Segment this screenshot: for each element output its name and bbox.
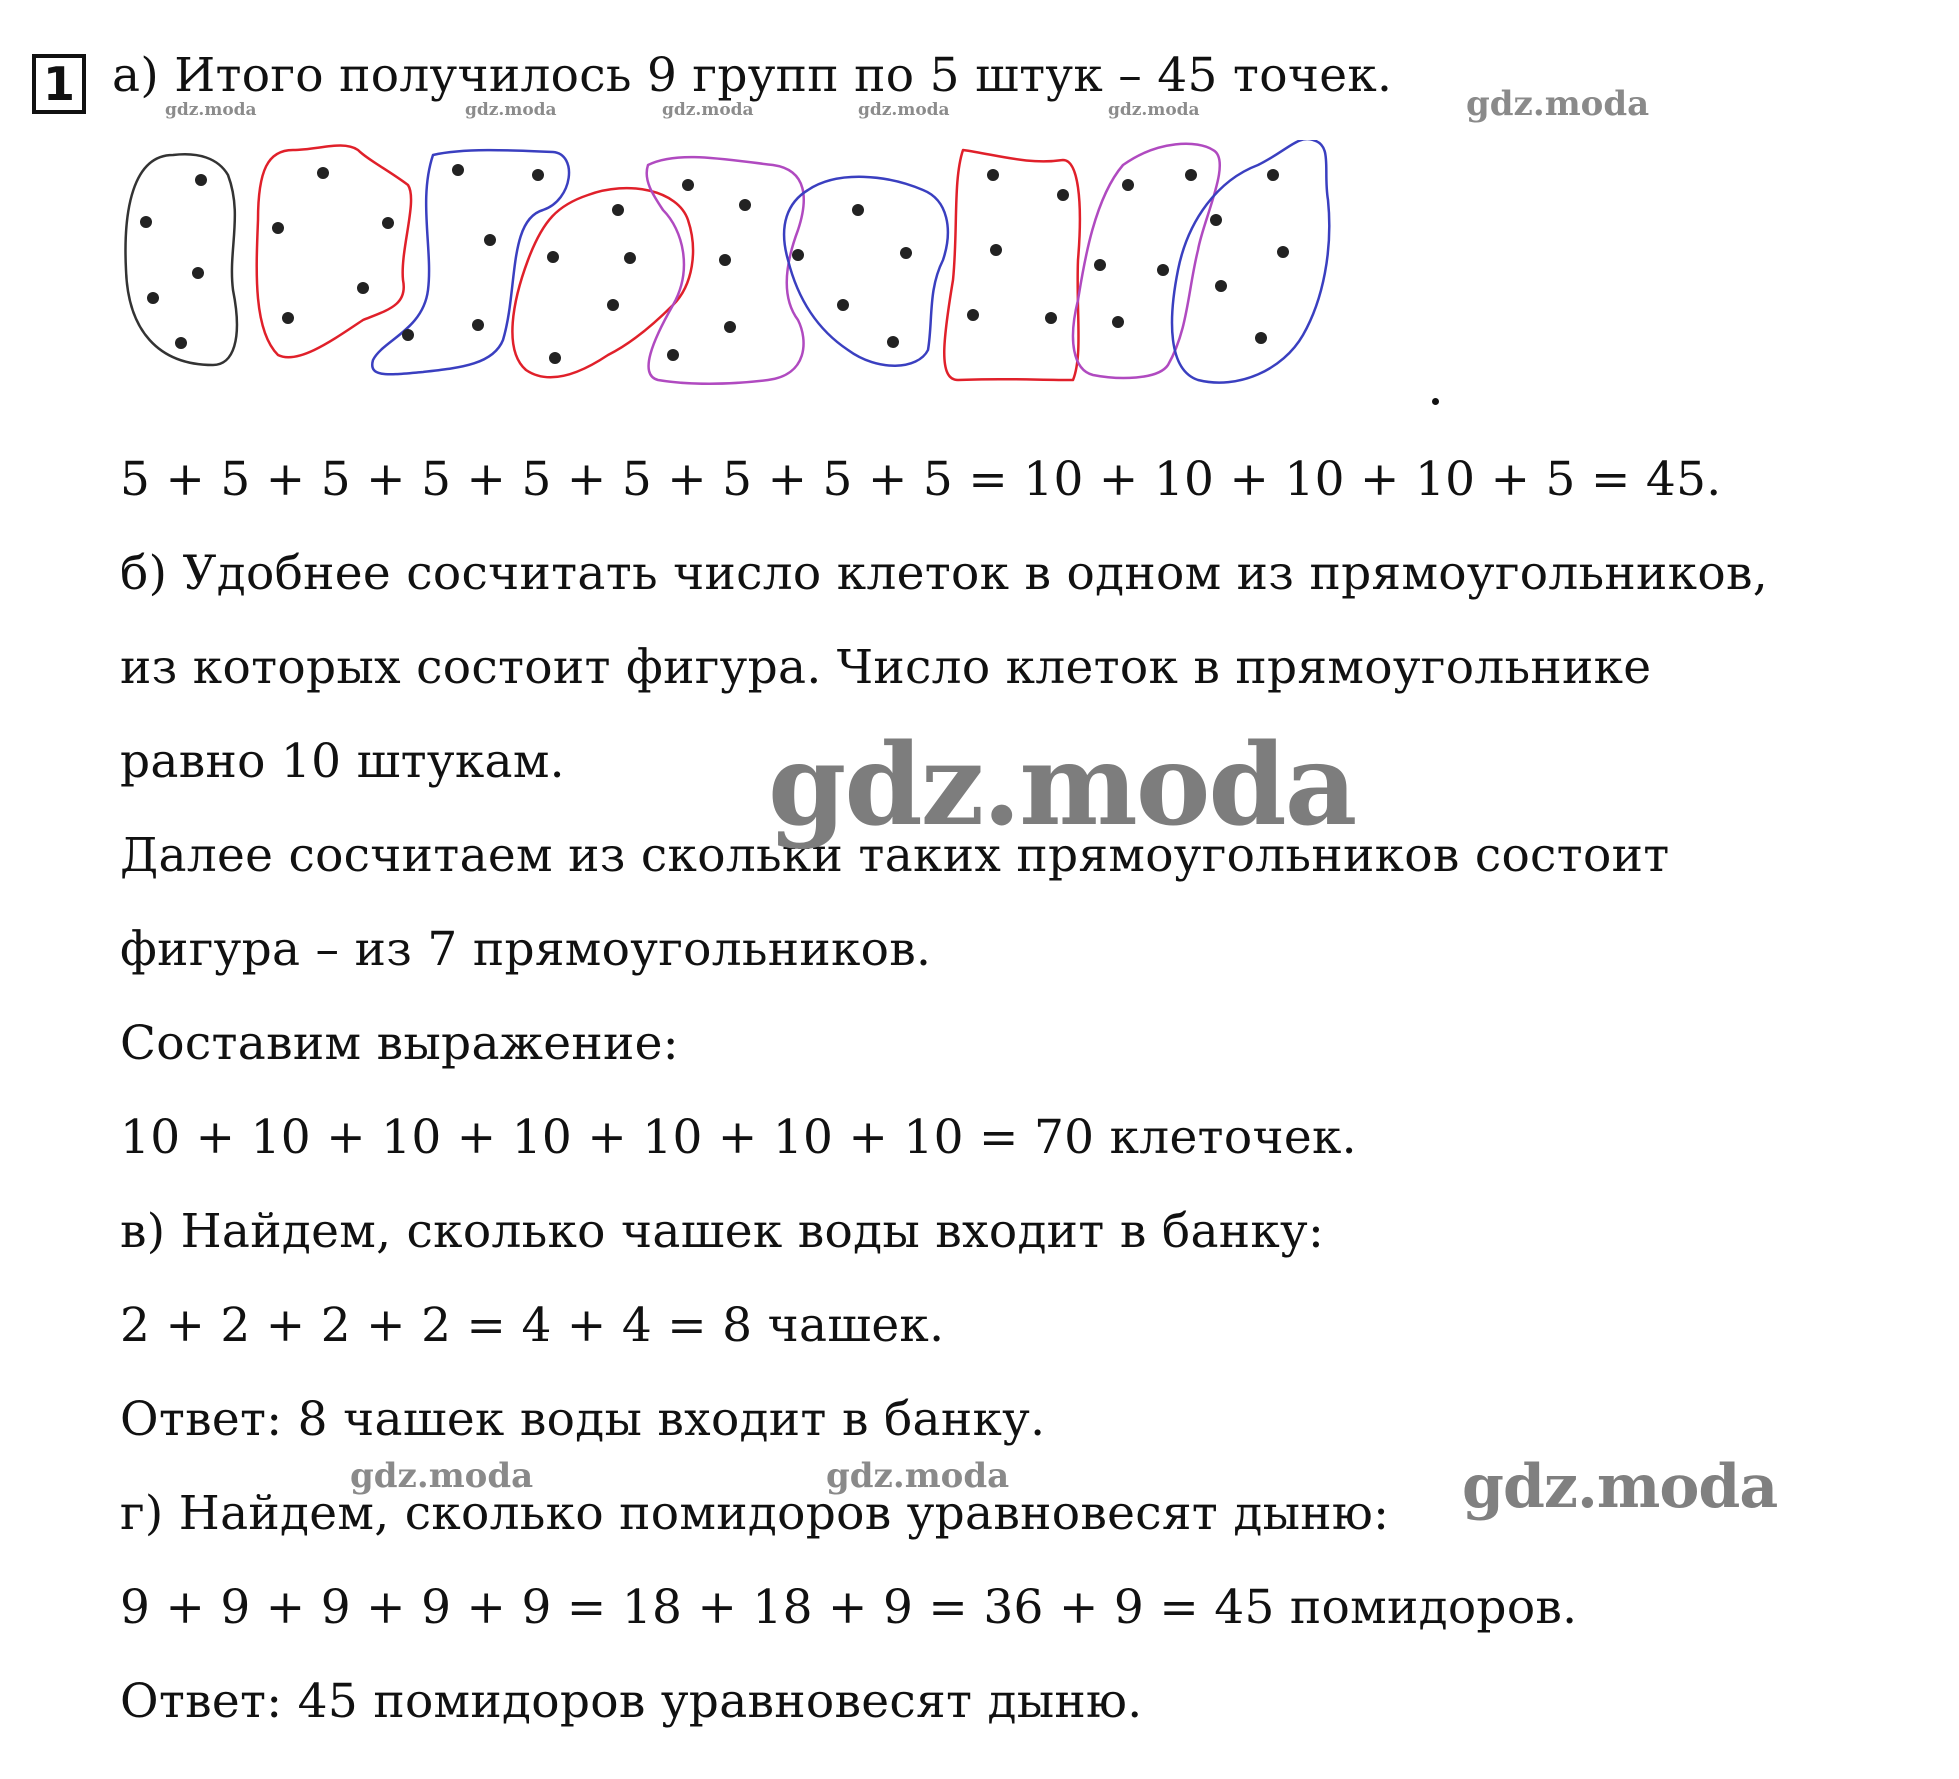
- dot: [987, 169, 999, 181]
- group-outline: [784, 177, 948, 366]
- solution-line-b4: Далее сосчитаем из скольки таких прямоугольников состоит: [120, 828, 1670, 883]
- dot: [900, 247, 912, 259]
- solution-line-g1: г) Найдем, сколько помидоров уравновесят дыню:: [120, 1486, 1390, 1541]
- dot: [282, 312, 294, 324]
- dot: [1255, 332, 1267, 344]
- stray-dot: [1432, 398, 1439, 405]
- dot-group: [512, 188, 693, 377]
- dot: [1277, 246, 1289, 258]
- dot: [317, 167, 329, 179]
- watermark: gdz.moda: [1466, 84, 1650, 124]
- dot-group: [372, 150, 569, 374]
- dot: [1215, 280, 1227, 292]
- dot: [792, 249, 804, 261]
- dot: [1210, 214, 1222, 226]
- dot: [990, 244, 1002, 256]
- dot: [547, 251, 559, 263]
- dot: [612, 204, 624, 216]
- watermark: gdz.moda: [165, 100, 257, 120]
- watermark: gdz.moda: [1108, 100, 1200, 120]
- dot: [1185, 169, 1197, 181]
- answer-v: Ответ: 8 чашек воды входит в банку.: [120, 1392, 1046, 1447]
- solution-line-b3: равно 10 штукам.: [120, 734, 565, 789]
- solution-line-b6: Составим выражение:: [120, 1016, 679, 1071]
- equation-a: 5 + 5 + 5 + 5 + 5 + 5 + 5 + 5 + 5 = 10 + 10 + 10 + 10 + 5 = 45.: [120, 452, 1722, 507]
- solution-line-v1: в) Найдем, сколько чашек воды входит в банку:: [120, 1204, 1325, 1259]
- equation-v: 2 + 2 + 2 + 2 = 4 + 4 = 8 чашек.: [120, 1298, 945, 1353]
- dot-group: [944, 150, 1080, 380]
- dot: [147, 292, 159, 304]
- dot: [852, 204, 864, 216]
- watermark: gdz.moda: [768, 720, 1356, 851]
- dot: [452, 164, 464, 176]
- solution-line-b2: из которых состоит фигура. Число клеток в прямоугольнике: [120, 640, 1652, 695]
- group-outline: [257, 146, 411, 358]
- dot: [1112, 316, 1124, 328]
- dot: [195, 174, 207, 186]
- group-outline: [372, 150, 569, 374]
- dot: [402, 329, 414, 341]
- dot: [484, 234, 496, 246]
- dot: [719, 254, 731, 266]
- dot-groups-figure: [118, 140, 1418, 400]
- watermark: gdz.moda: [826, 1456, 1010, 1496]
- task-number-box: [32, 54, 86, 114]
- dot: [1057, 189, 1069, 201]
- dot: [624, 252, 636, 264]
- dot: [1094, 259, 1106, 271]
- solution-line-a: а) Итого получилось 9 групп по 5 штук – 45 точек.: [112, 48, 1393, 103]
- dot-group: [1073, 144, 1220, 378]
- dot: [175, 337, 187, 349]
- solution-line-b1: б) Удобнее сосчитать число клеток в одном из прямоугольников,: [120, 546, 1768, 601]
- dot: [667, 349, 679, 361]
- dot: [272, 222, 284, 234]
- group-outline: [1073, 144, 1220, 378]
- dot: [382, 217, 394, 229]
- group-outline: [512, 188, 693, 377]
- dot: [1045, 312, 1057, 324]
- dot-group: [647, 157, 804, 384]
- watermark: gdz.moda: [858, 100, 950, 120]
- watermark: gdz.moda: [662, 100, 754, 120]
- dot: [532, 169, 544, 181]
- dot: [1157, 264, 1169, 276]
- watermark: gdz.moda: [1462, 1452, 1778, 1522]
- dot: [140, 216, 152, 228]
- answer-g: Ответ: 45 помидоров уравновесят дыню.: [120, 1674, 1143, 1729]
- dot: [607, 299, 619, 311]
- solution-line-b5: фигура – из 7 прямоугольников.: [120, 922, 932, 977]
- equation-b: 10 + 10 + 10 + 10 + 10 + 10 + 10 = 70 клеточек.: [120, 1110, 1357, 1165]
- dot: [967, 309, 979, 321]
- watermark: gdz.moda: [350, 1456, 534, 1496]
- dot: [357, 282, 369, 294]
- group-outline: [126, 154, 237, 365]
- dot: [837, 299, 849, 311]
- dot: [739, 199, 751, 211]
- group-outline: [944, 150, 1080, 380]
- dot: [192, 267, 204, 279]
- watermark: gdz.moda: [465, 100, 557, 120]
- task-number: 1: [42, 57, 75, 111]
- equation-g: 9 + 9 + 9 + 9 + 9 = 18 + 18 + 9 = 36 + 9 = 45 помидоров.: [120, 1580, 1578, 1635]
- dot-group: [126, 154, 237, 365]
- dot: [549, 352, 561, 364]
- dot: [682, 179, 694, 191]
- dot: [472, 319, 484, 331]
- dot-group: [257, 146, 411, 358]
- dot: [1122, 179, 1134, 191]
- dot-group: [784, 177, 948, 366]
- dot: [1267, 169, 1279, 181]
- dot: [887, 336, 899, 348]
- dot: [724, 321, 736, 333]
